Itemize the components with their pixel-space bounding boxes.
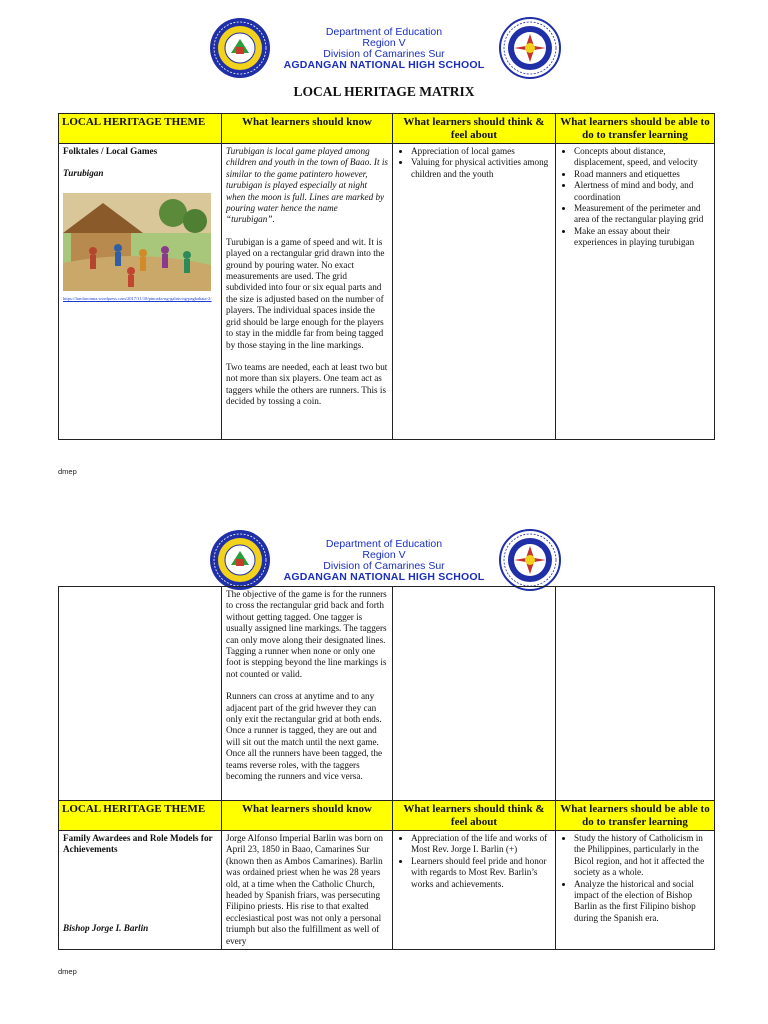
theme-cell [59, 587, 222, 801]
know-column-header: What learners should know [222, 801, 393, 831]
children-playing-illustration [63, 193, 211, 291]
think-cell [393, 587, 556, 801]
letterhead-text [250, 539, 518, 583]
list-item: • Valuing for physical activities among children and the youth [411, 157, 551, 180]
division-line: Division of Camarines Sur [323, 48, 445, 60]
know-column-header: What learners should know [222, 114, 393, 144]
table-header-row [59, 114, 715, 144]
theme-cell [59, 831, 222, 950]
do-cell [556, 587, 715, 801]
do-list [560, 146, 710, 249]
know-paragraph: Turubigan is local game played among children and youth in the town of Baao. It is similar to the game patintero however, turubigan is played especially at night when the moon is full. Lines are marked by pouring water hence the name “turubigan”. [226, 146, 388, 225]
know-paragraph: Runners can cross at anytime and to any adjacent part of the grid hwever they can only exit the rectangular grid at both ends. Once a runner is tagged, they are out and will sit out the match until the next game. Once all the runners have been tagged, the teams reverse roles, with the taggers becoming the runners and vice versa. [226, 691, 383, 782]
list-item: • Alertness of mind and body, and coordination [574, 180, 710, 203]
image-source-link[interactable]: https://larolaroinna.wordpress.com/2017/11/18/pinoaks-ng-galnis-ng-pagkabata-2/ [63, 296, 212, 302]
think-cell [393, 144, 556, 440]
table-row [59, 831, 715, 950]
subtopic-label: Bishop Jorge I. Barlin [63, 923, 149, 933]
page-footer: dmep [58, 467, 77, 476]
list-item: • Measurement of the perimeter and area of the rectangular playing grid [574, 203, 710, 226]
list-item: • Learners should feel pride and honor with regards to Most Rev. Barlin’s works and achievements. [411, 856, 551, 890]
list-item: • Study the history of Catholicism in the Philippines, particularly in the Bicol region, and hot it affected the society as a whole. [574, 833, 710, 879]
list-item: • Appreciation of the life and works of Most Rev. Jorge I. Barlin (+) [411, 833, 551, 856]
page-footer: dmep [58, 967, 77, 976]
do-column-header: What learners should be able to do to transfer learning [556, 801, 715, 831]
do-cell [556, 831, 715, 950]
think-list [397, 146, 551, 180]
think-cell [393, 831, 556, 950]
topic-label: Family Awardees and Role Models for Achievements [63, 833, 213, 855]
school-name: AGDANGAN NATIONAL HIGH SCHOOL [283, 571, 485, 583]
list-item: • Appreciation of local games [411, 146, 551, 157]
table-row [59, 587, 715, 801]
know-cell [222, 831, 393, 950]
know-paragraph: Jorge Alfonso Imperial Barlin was born on April 23, 1850 in Baao, Camarines Sur (known then as Ambos Camarines). Barlin was ordained priest when he was 28 years old, at a time when the Catholic Church, headed by Spanish friars, was persecuting Filipino priests. His rise to that exalted ecclesiastical post was not only a personal triumph but also the fulfillment as well of every [226, 833, 384, 946]
region-line: Region V [362, 37, 406, 49]
theme-cell [59, 144, 222, 440]
heritage-matrix-table [58, 113, 715, 440]
heritage-matrix-table-continued [58, 586, 715, 950]
know-paragraph: Turubigan is a game of speed and wit. It is played on a rectangular grid drawn into the ground by pouring water. No exact measurements are used. The grid subdivided into four or six equal parts and the size is adjusted based on the number of players. The individual spaces inside the grid should be large enough for the players to stay in the middle far from being tagged by those staying in the line markings. [226, 236, 385, 350]
know-cell [222, 587, 393, 801]
know-paragraph: Two teams are needed, each at least two but not more than six players. One team act as taggers while the others are runners. This is decided by tossing a coin. [226, 361, 388, 407]
know-paragraph: The objective of the game is for the runners to cross the rectangular grid back and forth without getting tagged. One tagger is usually assigned line markings. The taggers can only move along their designated lines. Tagging a runner when none or only one foot is stepping beyond the line markings is not counted or valid. [226, 589, 387, 679]
list-item: • Concepts about distance, displacement, speed, and velocity [574, 146, 710, 169]
table-row [59, 144, 715, 440]
do-cell [556, 144, 715, 440]
table-header-row [59, 801, 715, 831]
subtopic-label: Turubigan [63, 168, 104, 179]
department-line: Department of Education [325, 538, 443, 550]
list-item: • Analyze the historical and social impact of the election of Bishop Barlin as the first Filipino bishop during the Spanish era. [574, 879, 710, 925]
department-line: Department of Education [325, 26, 443, 38]
deped-seal-icon [499, 17, 561, 79]
think-column-header: What learners should think & feel about [393, 801, 556, 831]
list-item: • Road manners and etiquettes [574, 169, 710, 180]
do-column-header: What learners should be able to do to transfer learning [556, 114, 715, 144]
know-cell [222, 144, 393, 440]
deped-seal-icon [499, 529, 561, 591]
theme-column-header: LOCAL HERITAGE THEME [59, 114, 222, 144]
letterhead-text [250, 27, 518, 71]
page-2 [0, 512, 768, 1024]
theme-column-header: LOCAL HERITAGE THEME [59, 801, 222, 831]
do-list [560, 833, 710, 924]
list-item: • Make an essay about their experiences in playing turubigan [574, 226, 710, 249]
region-line: Region V [362, 549, 406, 561]
think-column-header: What learners should think & feel about [393, 114, 556, 144]
letterhead [0, 17, 768, 83]
division-line: Division of Camarines Sur [323, 560, 445, 572]
school-name: AGDANGAN NATIONAL HIGH SCHOOL [283, 59, 485, 71]
think-list [397, 833, 551, 890]
document-title: LOCAL HERITAGE MATRIX [293, 84, 475, 99]
topic-label: Folktales / Local Games [63, 146, 158, 156]
